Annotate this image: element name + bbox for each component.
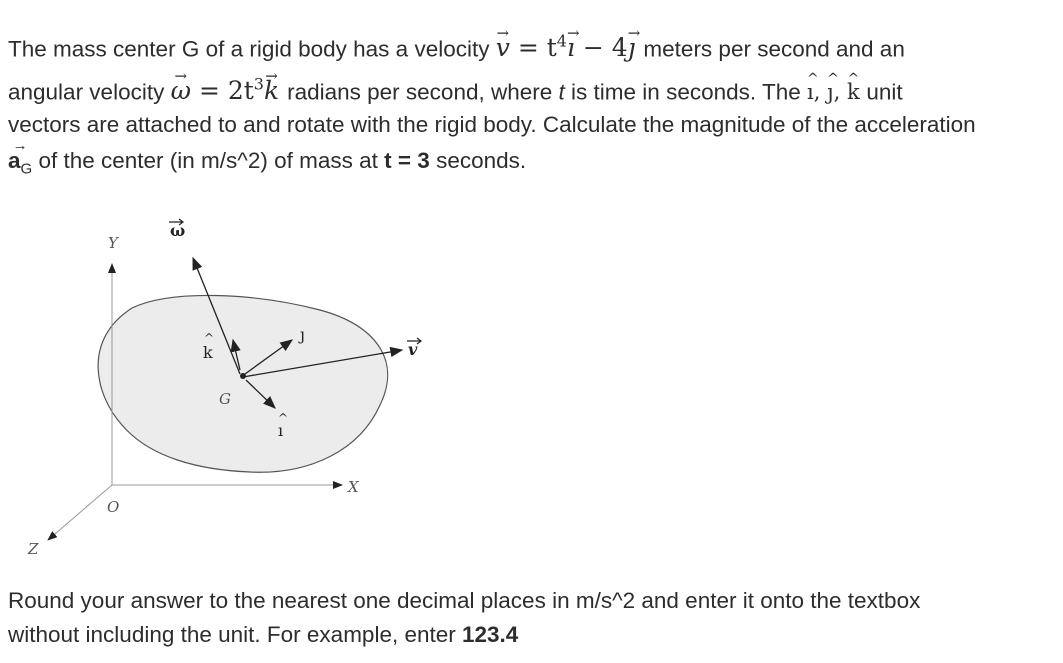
example-answer: 123.4 [462, 622, 519, 647]
g-label: G [219, 390, 231, 408]
i-label-hat: ^ [278, 411, 289, 425]
question-text: radians per second, where [287, 79, 553, 105]
velocity-equation [496, 33, 644, 62]
i-hat-symbol: ^ ı [807, 77, 814, 107]
time-variable: t [558, 79, 565, 105]
question-text: unit [866, 79, 903, 105]
question-text: of the center (in m/s^2) of mass at [38, 148, 378, 173]
question-line-1 [8, 27, 905, 64]
z-axis-label: Z [28, 540, 39, 558]
angular-velocity-equation [171, 76, 287, 105]
equation-part: = t [509, 33, 557, 63]
k-vector-symbol: → k [264, 76, 279, 106]
question-text: seconds. [436, 148, 527, 173]
z-axis [48, 485, 112, 540]
equation-part: − 4 [574, 33, 628, 63]
instruction-line-2 [8, 620, 518, 650]
velocity-label: v [408, 340, 418, 359]
equation-part: = 2t [191, 76, 254, 106]
rigid-body-shape [98, 295, 388, 472]
unit-vector-list: ^ ı, ^ ȷ, ^ k [807, 80, 866, 104]
k-label: k [203, 343, 213, 362]
i-vector-symbol: → ı [567, 33, 575, 63]
instruction-line-1 [8, 586, 920, 616]
question-text: vectors are attached to and rotate with the rigid body. Calculate the magnitude of the acceleration [8, 112, 976, 137]
k-label-hat: ^ [204, 331, 215, 345]
question-line-2 [8, 70, 903, 107]
omega-label: ω [170, 221, 186, 240]
acceleration-subscript: G [20, 160, 33, 178]
exponent: 3 [253, 75, 264, 94]
j-vector-symbol: → ȷ [628, 33, 636, 63]
question-text: is time in seconds. The [571, 79, 801, 105]
acceleration-symbol: a [8, 148, 21, 173]
velocity-vector-symbol: → v [496, 33, 510, 63]
question-text: meters per second and an [643, 36, 905, 62]
acceleration-vector-symbol [8, 146, 32, 185]
j-hat-symbol: ^ ȷ [827, 77, 834, 107]
question-text: The mass center G of a rigid body has a velocity [8, 36, 490, 62]
origin-label: O [107, 498, 120, 516]
question-line-3 [8, 110, 976, 140]
y-axis-label: Y [108, 234, 118, 252]
i-label: ı [278, 421, 284, 440]
time-value: t = 3 [384, 148, 430, 173]
question-line-4 [8, 146, 526, 185]
j-label: ȷ [300, 325, 305, 344]
rigid-body-diagram [0, 200, 460, 570]
question-text: angular velocity [8, 79, 165, 105]
x-axis-label: X [348, 478, 359, 496]
exponent: 4 [556, 32, 567, 51]
instruction-text: Round your answer to the nearest one decimal places in m/s^2 and enter it onto the textbox [8, 588, 921, 613]
instruction-text: without including the unit. For example, enter [8, 622, 456, 647]
mass-center-point [240, 373, 246, 379]
omega-vector-symbol: → ω [171, 76, 191, 106]
k-hat-symbol: ^ k [847, 77, 860, 107]
